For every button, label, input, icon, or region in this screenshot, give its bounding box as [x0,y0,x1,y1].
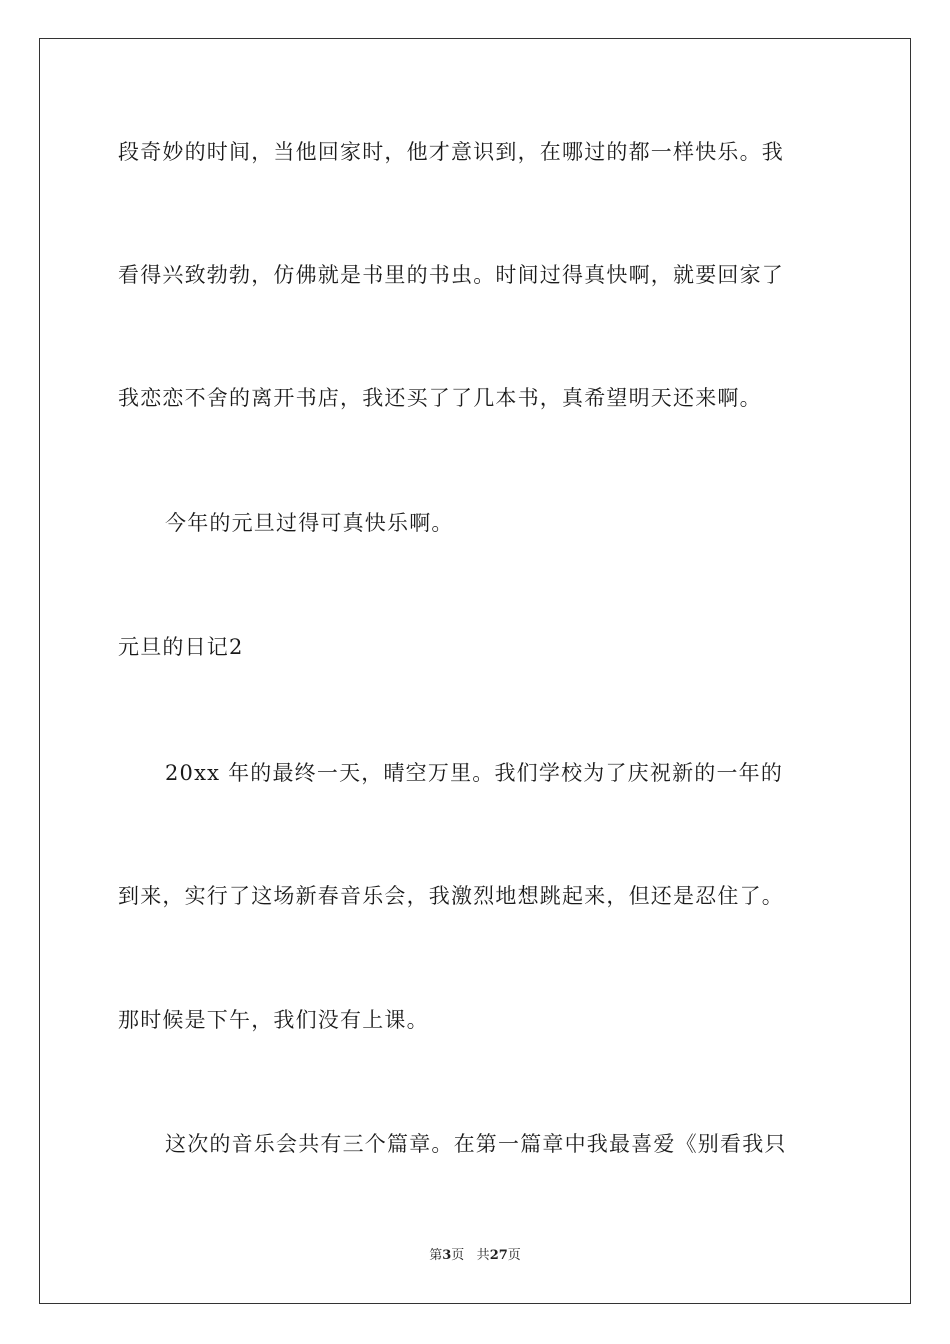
body-text-line-4: 今年的元旦过得可真快乐啊。 [165,511,454,535]
total-suffix: 页 [507,1248,521,1263]
page-prefix: 第 [429,1248,443,1263]
body-text-line-5: 20xx 年的最终一天，晴空万里。我们学校为了庆祝新的一年的 [165,761,784,785]
body-text-line-2: 看得兴致勃勃，仿佛就是书里的书虫。时间过得真快啊，就要回家了 [118,263,784,287]
page-suffix: 页 [451,1248,465,1263]
body-text-line-6: 到来，实行了这场新春音乐会，我激烈地想跳起来，但还是忍住了。 [118,884,784,908]
body-text-line-7: 那时候是下午，我们没有上课。 [118,1008,429,1032]
section-heading: 元旦的日记2 [118,635,244,659]
total-pages: 27 [489,1248,508,1263]
page-frame [39,38,911,1304]
body-text-line-1: 段奇妙的时间，当他回家时，他才意识到，在哪过的都一样快乐。我 [118,140,784,164]
total-prefix: 共 [476,1248,490,1263]
body-text-line-3: 我恋恋不舍的离开书店，我还买了了几本书，真希望明天还来啊。 [118,386,762,410]
page-footer [0,1247,950,1265]
page-number: 3 [442,1248,452,1263]
body-text-line-8: 这次的音乐会共有三个篇章。在第一篇章中我最喜爱《别看我只 [165,1132,787,1156]
